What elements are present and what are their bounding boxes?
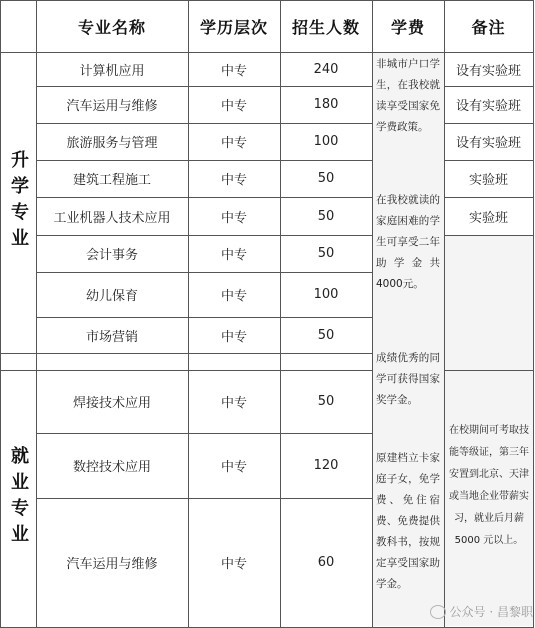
count-cell: 120 bbox=[313, 458, 339, 473]
major-cell: 汽车运用与维修 bbox=[66, 556, 158, 572]
level-cell: 中专 bbox=[220, 99, 247, 114]
count-cell: 50 bbox=[317, 246, 335, 261]
watermark-text: 公众号 · 昌黎职 bbox=[449, 605, 533, 619]
count-cell: 60 bbox=[317, 554, 335, 570]
count-cell: 100 bbox=[313, 134, 339, 149]
watermark bbox=[430, 603, 533, 620]
remark-cell: 设有实验班 bbox=[455, 99, 521, 114]
level-cell: 中专 bbox=[220, 460, 247, 475]
level-cell: 中专 bbox=[220, 248, 247, 263]
remark-cell: 实验班 bbox=[468, 210, 508, 226]
major-cell: 计算机应用 bbox=[79, 63, 145, 79]
header-fee: 学费 bbox=[390, 17, 425, 37]
remark-cell: 实验班 bbox=[468, 173, 508, 188]
fee-paragraph: 在我校就读的家庭困难的学生可享受二年助学金共 4000元。 bbox=[376, 194, 440, 290]
level-cell: 中专 bbox=[220, 173, 247, 188]
employment-note: 在校期间可考取技能等级证，第三年安置到北京、天津或当地企业带薪实习，就业后月薪 5000 元以上。 bbox=[449, 425, 529, 546]
level-cell: 中专 bbox=[220, 136, 247, 151]
header-enrollment: 招生人数 bbox=[291, 17, 360, 37]
count-cell: 240 bbox=[313, 61, 339, 77]
fee-paragraph: 非城市户口学生，在我校就读享受国家免学费政策。 bbox=[376, 58, 440, 133]
header-major: 专业名称 bbox=[77, 17, 146, 37]
count-cell: 100 bbox=[313, 287, 339, 302]
level-cell: 中专 bbox=[220, 329, 247, 345]
level-cell: 中专 bbox=[220, 556, 247, 572]
level-cell: 中专 bbox=[220, 210, 247, 226]
major-cell: 数控技术应用 bbox=[72, 460, 151, 475]
level-cell: 中专 bbox=[220, 63, 247, 79]
count-cell: 50 bbox=[317, 327, 335, 343]
group-label-further-study: 升学专业 bbox=[8, 150, 29, 254]
fee-paragraph: 成绩优秀的同学可获得国家奖学金。 bbox=[376, 352, 440, 406]
group-label-employment: 就业专业 bbox=[8, 446, 29, 550]
header-level: 学历层次 bbox=[199, 17, 268, 37]
remark-cell: 设有实验班 bbox=[455, 63, 521, 79]
count-cell: 50 bbox=[317, 171, 335, 186]
level-cell: 中专 bbox=[220, 289, 247, 304]
fee-paragraph: 原建档立卡家庭子女，免学费、免住宿费、免费提供教科书，按规定享受国家助学金。 bbox=[376, 452, 440, 590]
major-cell: 幼儿保育 bbox=[85, 289, 138, 304]
wechat-icon bbox=[430, 605, 446, 619]
remark-cell: 设有实验班 bbox=[455, 136, 521, 151]
major-cell: 焊接技术应用 bbox=[72, 396, 151, 411]
major-cell: 建筑工程施工 bbox=[72, 173, 151, 188]
count-cell: 50 bbox=[317, 394, 335, 409]
major-cell: 工业机器人技术应用 bbox=[53, 210, 171, 226]
count-cell: 180 bbox=[313, 97, 339, 112]
major-cell: 市场营销 bbox=[85, 329, 138, 345]
major-cell: 汽车运用与维修 bbox=[66, 99, 158, 114]
major-cell: 旅游服务与管理 bbox=[66, 136, 158, 151]
level-cell: 中专 bbox=[220, 396, 247, 411]
count-cell: 50 bbox=[317, 208, 335, 224]
header-remarks: 备注 bbox=[471, 17, 506, 37]
major-cell: 会计事务 bbox=[85, 248, 138, 263]
